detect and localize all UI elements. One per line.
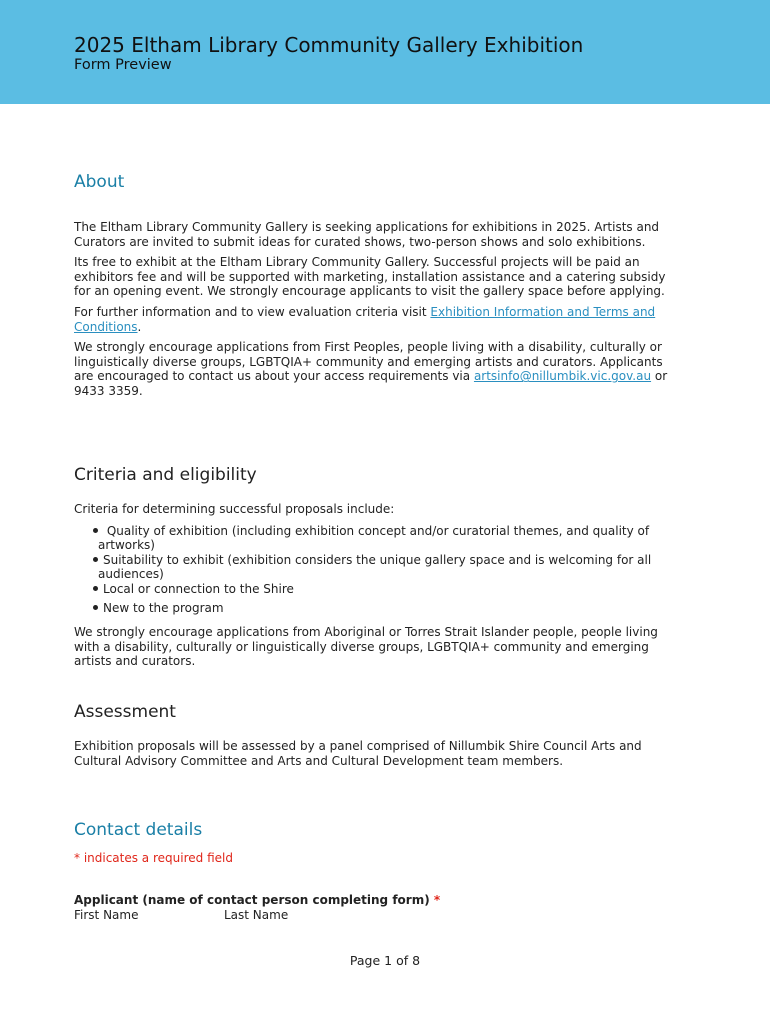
bullet-icon (93, 586, 98, 591)
criteria-list-item: Local or connection to the Shire (74, 582, 678, 597)
about-section (74, 220, 678, 399)
form-title: 2025 Eltham Library Community Gallery Exhibition (74, 33, 584, 57)
criteria-list-item: New to the program (74, 601, 678, 616)
bullet-icon (93, 605, 98, 610)
criteria-list (74, 524, 678, 616)
criteria-heading: Criteria and eligibility (74, 465, 257, 485)
page-header (0, 0, 770, 104)
criteria-intro: Criteria for determining successful proposals include: (74, 502, 395, 516)
bullet-icon (93, 557, 98, 562)
about-paragraph-1: The Eltham Library Community Gallery is seeking applications for exhibitions in 2025. Artists and Curators are invited to submit ideas for curated shows, two-person shows and solo exhibitions. (74, 220, 660, 249)
about-paragraph-3-prefix: For further information and to view evaluation criteria visit (74, 304, 431, 319)
assessment-heading: Assessment (74, 702, 176, 722)
bullet-icon (93, 528, 98, 533)
criteria-section (74, 502, 678, 615)
first-name-label: First Name (74, 908, 139, 922)
about-heading: About (74, 172, 125, 192)
about-paragraph-4-prefix: We strongly encourage applications from First Peoples, people living with a disability, culturally or linguistically diverse groups, LGBTQIA+ community and emerging artists and curators. Applicants are encouraged to contact us about your access requirements via (74, 340, 663, 384)
contact-heading: Contact details (74, 820, 203, 840)
required-note: * indicates a required field (74, 851, 233, 865)
page-footer: Page 1 of 8 (349, 953, 421, 968)
criteria-closing: We strongly encourage applications from Aboriginal or Torres Strait Islander people, people living with a disability, culturally or linguistically diverse groups, LGBTQIA+ community and emerging artists and curators. (74, 625, 658, 669)
about-paragraph-3 (74, 305, 678, 334)
applicant-label: Applicant (name of contact person completing form) * (74, 893, 441, 907)
assessment-text: Exhibition proposals will be assessed by a panel comprised of Nillumbik Shire Council Arts and Cultural Advisory Committee and Arts and Cultural Development team members. (74, 739, 642, 768)
required-asterisk: * (433, 893, 441, 907)
arts-email-link[interactable]: artsinfo@nillumbik.vic.gov.au (473, 369, 652, 384)
exhibition-info-link[interactable]: Exhibition Information and Terms and Conditions (74, 304, 656, 334)
last-name-label: Last Name (224, 908, 289, 922)
about-paragraph-4-suffix: or 9433 3359. (74, 369, 668, 398)
about-paragraph-3-suffix: . (137, 319, 142, 334)
form-subtitle: Form Preview (74, 57, 172, 73)
about-paragraph-4 (74, 340, 678, 398)
about-paragraph-2: Its free to exhibit at the Eltham Library Community Gallery. Successful projects will be paid an exhibitors fee and will be supported with marketing, installation assistance and a catering subsidy for an opening event. We strongly encourage applicants to visit the gallery space before applying. (74, 255, 666, 299)
criteria-list-item: Quality of exhibition (including exhibition concept and/or curatorial themes, and quality of artworks) (74, 524, 678, 553)
criteria-list-item: Suitability to exhibit (exhibition considers the unique gallery space and is welcoming for all audiences) (74, 553, 678, 582)
